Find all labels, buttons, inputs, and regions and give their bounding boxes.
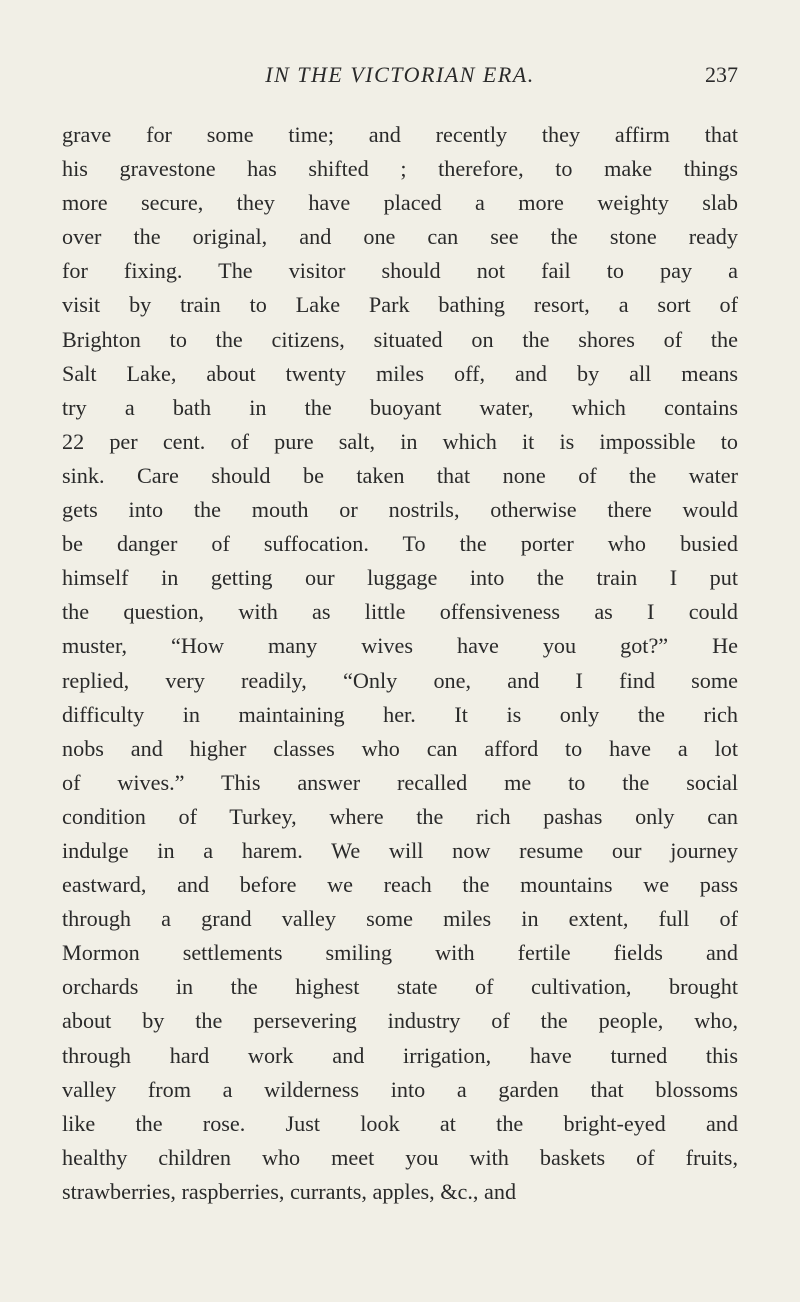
text-line: 22 per cent. of pure salt, in which it is impossible to	[62, 428, 738, 454]
text-line: eastward, and before we reach the mountains we pass	[62, 872, 738, 898]
page-number: 237	[705, 62, 738, 87]
text-line: about by the persevering industry of the people, who,	[62, 1008, 738, 1034]
text-line: indulge in a harem. We will now resume our journey	[62, 837, 738, 863]
text-line: through hard work and irrigation, have turned this	[62, 1042, 738, 1068]
text-line: sink. Care should be taken that none of the water	[62, 462, 738, 488]
text-line: difficulty in maintaining her. It is only the rich	[62, 701, 738, 727]
text-line: gets into the mouth or nostrils, otherwise there would	[62, 497, 738, 523]
text-line: try a bath in the buoyant water, which contains	[62, 394, 738, 420]
text-line: orchards in the highest state of cultivation, brought	[62, 974, 738, 1000]
text-line: Brighton to the citizens, situated on the shores of the	[62, 326, 738, 352]
text-line: Mormon settlements smiling with fertile fields and	[62, 940, 738, 966]
text-line: replied, very readily, “Only one, and I find some	[62, 667, 738, 693]
text-line: for fixing. The visitor should not fail to pay a	[62, 258, 738, 284]
text-line: more secure, they have placed a more weighty slab	[62, 190, 738, 216]
text-line: valley from a wilderness into a garden that blossoms	[62, 1076, 738, 1102]
text-line: visit by train to Lake Park bathing resort, a sort of	[62, 292, 738, 318]
text-line: like the rose. Just look at the bright-eyed and	[62, 1110, 738, 1136]
text-line: through a grand valley some miles in extent, full of	[62, 906, 738, 932]
running-title: IN THE VICTORIAN ERA.	[265, 62, 535, 87]
text-line: nobs and higher classes who can afford to have a lot	[62, 735, 738, 761]
text-line: condition of Turkey, where the rich pashas only can	[62, 803, 738, 829]
text-line: his gravestone has shifted ; therefore, to make things	[62, 156, 738, 182]
running-head	[62, 62, 738, 92]
text-line: muster, “How many wives have you got?” He	[62, 633, 738, 659]
text-line: strawberries, raspberries, currants, apples, &c., and	[62, 1178, 517, 1204]
text-line: over the original, and one can see the stone ready	[62, 224, 738, 250]
body-text	[62, 118, 738, 1209]
text-line: the question, with as little offensiveness as I could	[62, 599, 738, 625]
text-line: healthy children who meet you with baskets of fruits,	[62, 1144, 738, 1170]
text-line: himself in getting our luggage into the train I put	[62, 565, 738, 591]
text-line: be danger of suffocation. To the porter who busied	[62, 531, 738, 557]
text-line: of wives.” This answer recalled me to the social	[62, 769, 738, 795]
text-line: grave for some time; and recently they affirm that	[62, 122, 738, 147]
text-line: Salt Lake, about twenty miles off, and by all means	[62, 360, 738, 386]
